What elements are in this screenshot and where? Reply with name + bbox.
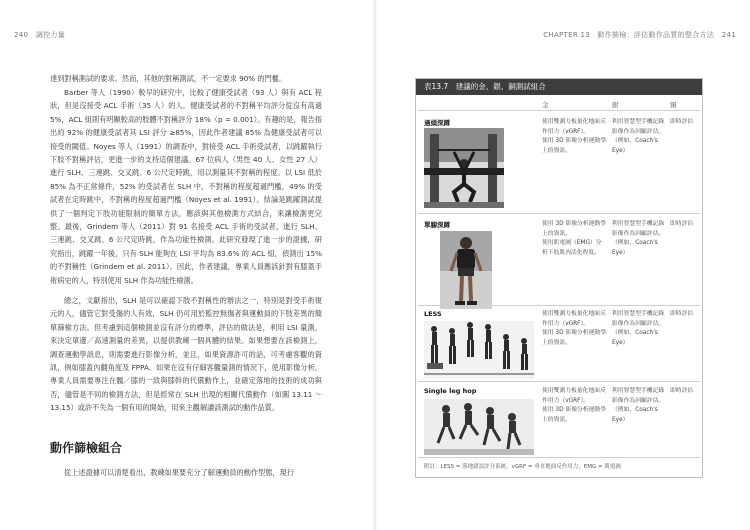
paragraph-2: Barber 等人（1990）較早的研究中，比較了健康受試者（93 人）與有 ACL 程狀，但是沒接受 ACL 手術（35 人）的人。健康受試者的不對稱平均評分從沒有高過 5%，ACL 組則有明顯較高的肢體不對稱評分 18%（p = 0.001）。有趣的是，報告指出約 92% 的健康受試者其 LSI 評分 ≥85%，因此作者建議 85% 為健康受試者可以接受的閾值。Noyes 等人（1991）的調查中，對接受 ACL 手術受試者，以跳躍執行下肢不對稱評估，更進一步的支持這個建議。67 位病人（男性 40 人、女性 27 人）進行 SLH、三連跳、交叉跳、6 公尺定時跳，用以測量其不對稱的程度。以 LSI 低於 85% 為不正常條件，52% 的受試者在 SLH 中，不對稱的程度超過門檻，49% 的受試者在定時跳中，不對稱的程度超過門檻（Noyes et al. 1991）。結論是跳躍測試提供了一個判定下肢功能限制的簡單方法，應該與其他檢測方式結合，來讓檢測更完整。最後，Grindem 等人（2011）對 91 名接受 ACL 手術的受試者，進行 SLH、三連跳、交叉跳、6 公尺定時跳，作為功能性檢測。此研究發現了進一步的證據，研究指出，跳躍一年後，只有 SLH 能夠在 LSI 平均為 83.6% 的 ACL 組，偵測出 15% 的不對稱性（Grindem et al. 2011）。因此，作者建議，專業人員應該針對有膝蓋手術病史的人，特別使用 SLH 作為功能性檢測。 (50, 88, 322, 285)
table-title: 表13.7 建議的金、銀、銅測試組合 (416, 79, 702, 95)
paragraph-4: 從上述證據可以清楚看出，教練如果要充分了解運動員的動作型態，現行 (64, 468, 295, 477)
row-separator (418, 213, 700, 214)
column-silver: 銀 (612, 101, 619, 109)
less-gold: 使用雙測力板量化地面反作用力（vGRF）。 使用 3D 影像分析運動學上的資訊。 (542, 311, 607, 346)
single-leg-hop-photo (424, 399, 534, 455)
right-chapter-title: CHAPTER 13 動作篩檢：評估動作品質的整合方法 (543, 31, 715, 39)
row-name-less: LESS (424, 310, 442, 318)
header-separator (418, 110, 700, 111)
section-heading: 動作篩檢組合 (50, 441, 123, 455)
single-leg-hop-silver: 利用智慧型手機記錄影像作為回顧評估。 （例如，Coach's Eye） (612, 388, 665, 423)
less-sequence-photo (424, 321, 534, 379)
row-separator (418, 381, 700, 382)
single-leg-hop-bronze: 即時評估 (670, 388, 694, 394)
single-leg-squat-silver: 利用智慧型手機記錄影像作為回顧評估。 （例如，Coach's Eye） (612, 221, 665, 256)
overhead-squat-bronze: 即時評估 (670, 119, 694, 125)
right-page-number: 241 (721, 31, 736, 39)
overhead-squat-photo (424, 128, 504, 208)
book-gutter (373, 0, 377, 530)
single-leg-squat-gold: 使用 3D 影像分析運動學上的資訊。 使用肌電圖（EMG）分析下肢肌肉活化程度。 (542, 221, 607, 256)
less-silver: 利用智慧型手機記錄影像作為回顧評估。 （例如，Coach's Eye） (612, 311, 665, 346)
paragraph-3: 總之，文獻指出，SLH 是可以確認下肢不對稱性的辦法之一，特別是對受手術復元的人，儘管它對受傷的人有效，SLH 仍可用於監控無傷者與運動員的下肢差異的簡單篩檢方法。但考慮到這個檢測並沒有評分的標準，評估的做法是，利用 LSI 量測，來決定單邊／高速測量的差異，以提供教練一個具體的結果。如果想要在該檢測上，調查運動學訊息，則需要進行影像分析，並且，如果資源許可的話，可考慮客觀的資訊，例如膝蓋內翻角度及 FPPA。如果在沒有仔細客觀量測的情況下，使用影像分析，專業人員需要專注在髖／膝的一致與膝幹的代償動作上，並確定落地的技術的成功與否，儘管是不同的檢測方法，但是經常在 SLH 出現的相關代償動作（如圖 13.11 ～ 13.15）或許不失為一個有用的開始，用來主觀解讀該測試的動作品質。 (50, 296, 322, 413)
row-name-single-leg-hop: Single leg hop (424, 387, 477, 395)
single-leg-squat-photo (440, 231, 492, 309)
row-name-overhead-squat: 過頭深蹲 (424, 119, 450, 127)
left-page-number: 240 (14, 31, 29, 39)
single-leg-squat-bronze: 即時評估 (670, 221, 694, 227)
overhead-squat-gold: 使用雙測力板量化地面反作用力（vGRF）。 使用 3D 影像分析運動學上的資訊。 (542, 119, 607, 154)
column-gold: 金 (542, 101, 549, 109)
row-name-single-leg-squat: 單腳深蹲 (424, 221, 450, 229)
exam-table (415, 78, 703, 478)
paragraph-1: 達到對稱測試的要求。然而，其他的對稱測試，不一定要求 90% 的門檻。 (50, 74, 287, 83)
left-book-title: 調控力量 (35, 31, 66, 39)
overhead-squat-silver: 利用智慧型手機記錄影像作為回顧評估。 （例如，Coach's Eye） (612, 119, 665, 154)
row-separator (418, 305, 700, 306)
table-note: 附註：LESS = 落地錯誤評分系統，vGRF = 垂直地面反作用力，EMG = 肌電圖 (424, 464, 621, 470)
column-bronze: 銅 (670, 101, 677, 109)
single-leg-hop-gold: 使用雙測力板量化地面反作用力（vGRF）。 使用 3D 影像分析運動學上的資訊。 (542, 388, 607, 423)
row-separator (418, 457, 700, 458)
less-bronze: 即時評估 (670, 311, 694, 317)
